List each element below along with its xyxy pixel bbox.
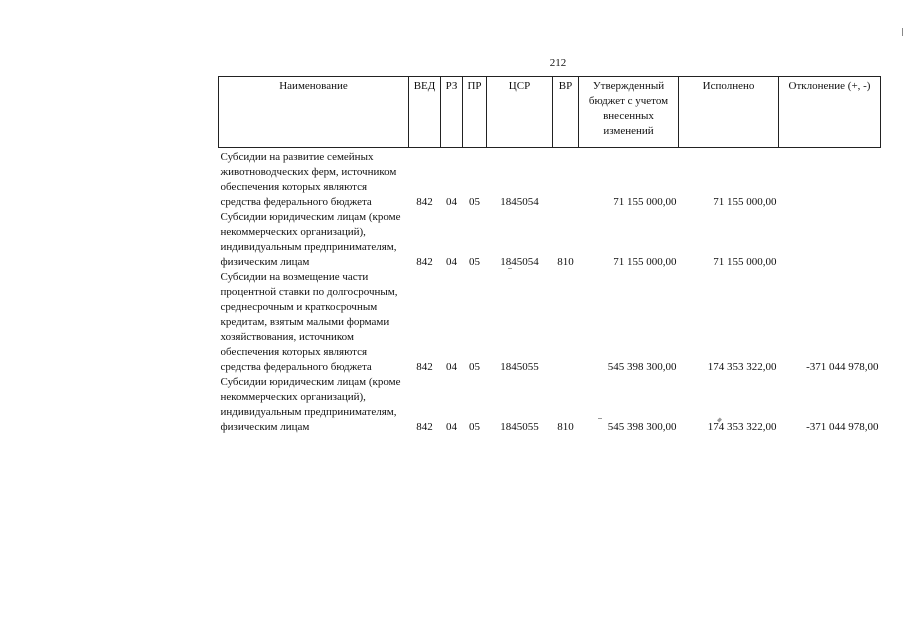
row-approved: 71 155 000,00 xyxy=(613,196,677,208)
row-ved: 842 xyxy=(416,196,433,208)
header-csr: ЦСР xyxy=(487,77,553,148)
header-vr: ВР xyxy=(553,77,579,148)
row-ved: 842 xyxy=(416,421,433,433)
header-ved: ВЕД xyxy=(409,77,441,148)
row-pr: 05 xyxy=(469,361,480,373)
row-rz: 04 xyxy=(446,256,457,268)
page-number: 212 xyxy=(549,57,567,69)
row-csr: 1845054 xyxy=(500,256,539,268)
row-name: Субсидии юридическим лицам (кроме некоммерческих организаций), индивидуальным предпринимателям, физическим лицам xyxy=(220,376,401,433)
table-header xyxy=(219,77,881,148)
row-pr: 05 xyxy=(469,421,480,433)
row-deviation: -371 044 978,00 xyxy=(806,361,879,373)
table-row xyxy=(219,148,881,211)
row-deviation xyxy=(779,210,881,270)
row-executed: 71 155 000,00 xyxy=(713,256,777,268)
row-rz: 04 xyxy=(446,421,457,433)
header-approved: Утвержденный бюджет с учетом внесенных изменений xyxy=(579,77,679,148)
row-rz: 04 xyxy=(446,196,457,208)
row-rz: 04 xyxy=(446,361,457,373)
header-pr: ПР xyxy=(463,77,487,148)
row-vr: 810 xyxy=(557,421,574,433)
row-approved: 71 155 000,00 xyxy=(613,256,677,268)
table-row xyxy=(219,270,881,375)
header-deviation: Отклонение (+, -) xyxy=(779,77,881,148)
row-csr: 1845054 xyxy=(500,196,539,208)
row-csr: 1845055 xyxy=(500,361,539,373)
row-name: Субсидии на возмещение части процентной ставки по долгосрочным, среднесрочным и краткосрочным кредитам, взятым малыми формами хозяйствования, источником обеспечения которых являются средства федерального бюджета xyxy=(220,271,398,373)
row-vr xyxy=(553,148,579,211)
row-name: Субсидии юридическим лицам (кроме некоммерческих организаций), индивидуальным предпринимателям, физическим лицам xyxy=(220,211,401,268)
row-pr: 05 xyxy=(469,196,480,208)
row-ved: 842 xyxy=(416,361,433,373)
row-approved: 545 398 300,00 xyxy=(607,361,677,373)
row-vr: 810 xyxy=(557,256,574,268)
row-executed: 174 353 322,00 xyxy=(707,361,777,373)
row-executed: 174 353 322,00 xyxy=(707,421,777,433)
row-pr: 05 xyxy=(469,256,480,268)
table-body xyxy=(219,148,881,436)
row-vr xyxy=(553,270,579,375)
row-executed: 71 155 000,00 xyxy=(713,196,777,208)
row-deviation xyxy=(779,148,881,211)
scan-edge-mark xyxy=(902,28,903,36)
row-ved: 842 xyxy=(416,256,433,268)
row-deviation: -371 044 978,00 xyxy=(806,421,879,433)
table-row xyxy=(219,375,881,435)
row-approved: 545 398 300,00 xyxy=(607,421,677,433)
header-executed: Исполнено xyxy=(679,77,779,148)
table-row xyxy=(219,210,881,270)
header-rz: РЗ xyxy=(441,77,463,148)
budget-table xyxy=(218,76,881,435)
header-name: Наименование xyxy=(219,77,409,148)
row-csr: 1845055 xyxy=(500,421,539,433)
row-name: Субсидии на развитие семейных животноводческих ферм, источником обеспечения которых являются средства федерального бюджета xyxy=(220,151,397,208)
